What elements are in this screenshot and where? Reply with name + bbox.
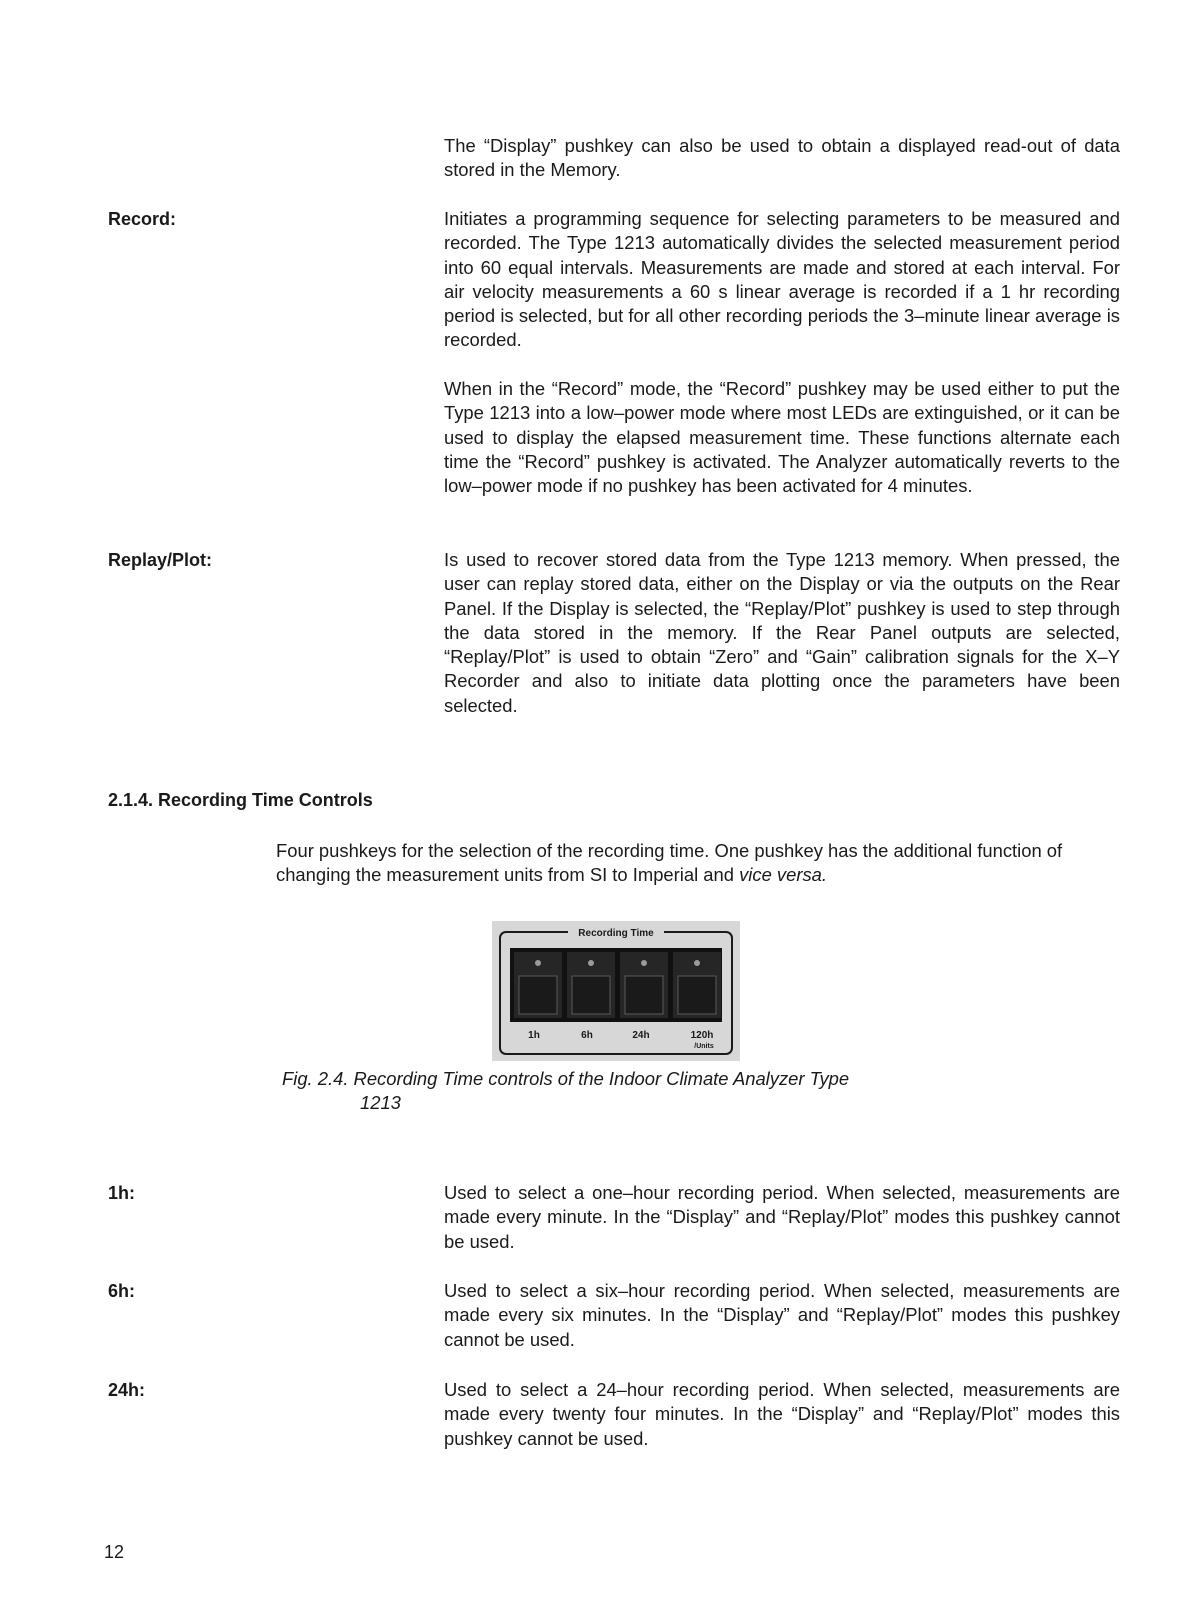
section-intro [276, 839, 1120, 888]
display-memory-paragraph: The “Display” pushkey can also be used to obtain a displayed read-out of data stored in the Memory. [444, 135, 1120, 181]
key-24h-button[interactable] [620, 952, 668, 1018]
replay-plot-paragraph: Is used to recover stored data from the Type 1213 memory. When pressed, the user can replay stored data, either on the Display or via the outputs on the Rear Panel. If the Display is selected, the “Replay/Plot” pushkey is used to step through the data stored in the memory. If the Rear Panel outputs are selected, “Replay/Plot” is used to obtain “Zero” and “Gain” calibration signals for the X–Y Recorder and also to initiate data plotting once the parameters have been selected. [444, 549, 1120, 716]
section-intro-italic: vice versa. [739, 864, 827, 886]
led-24h-indicator [641, 960, 647, 966]
record-label: Record: [108, 209, 177, 229]
key-6h-label: 6h: [108, 1281, 135, 1301]
figure-caption [282, 1067, 982, 1116]
key-label-6h: 6h [581, 1030, 593, 1041]
record-paragraph-2: When in the “Record” mode, the “Record” pushkey may be used either to put the Type 1213 into a low–power mode where most LEDs are extinguished, or it can be used to display the elapsed measurement time. These functions alternate each time the “Record” pushkey is activated. The Analyzer automatically reverts to the low–power mode if no pushkey has been activated for 4 minutes. [444, 378, 1120, 497]
panel-title: Recording Time [578, 928, 654, 939]
key-label-24h: 24h [632, 1030, 650, 1041]
key-6h-button[interactable] [567, 952, 615, 1018]
key-1h-button[interactable] [514, 952, 562, 1018]
key-6h-description: Used to select a six–hour recording period. When selected, measurements are made every six minutes. In the “Display” and “Replay/Plot” modes this pushkey cannot be used. [444, 1280, 1120, 1350]
page-number: 12 [104, 1542, 125, 1562]
figure-caption-line1: Fig. 2.4. Recording Time controls of the Indoor Climate Analyzer Type [282, 1068, 850, 1089]
key-24h-description: Used to select a 24–hour recording period. When selected, measurements are made every twenty four minutes. In the “Display” and “Replay/Plot” modes this pushkey cannot be used. [444, 1379, 1120, 1449]
key-120h-units-button[interactable] [673, 952, 721, 1018]
figure-caption-line2: 1213 [360, 1092, 401, 1114]
key-1h-description: Used to select a one–hour recording period. When selected, measurements are made every minute. In the “Display” and “Replay/Plot” modes this pushkey cannot be used. [444, 1182, 1120, 1252]
record-paragraph-1: Initiates a programming sequence for selecting parameters to be measured and recorded. The Type 1213 automatically divides the selected measurement period into 60 equal intervals. Measurements are made and stored at each interval. For air velocity measurements a 60 s linear average is recorded if a 1 hr recording period is selected, but for all other recording periods the 3–minute linear average is recorded. [444, 208, 1120, 351]
replay-plot-label: Replay/Plot: [108, 550, 213, 570]
key-1h-label: 1h: [108, 1183, 135, 1203]
key-label-1h: 1h [528, 1030, 540, 1041]
key-24h-label: 24h: [108, 1380, 146, 1400]
led-6h-indicator [588, 960, 594, 966]
led-120h-indicator [694, 960, 700, 966]
section-heading: 2.1.4. Recording Time Controls [108, 790, 373, 810]
section-intro-main: Four pushkeys for the selection of the recording time. One pushkey has the additional function of changing the measurement units from SI to Imperial and [276, 840, 1063, 886]
recording-time-panel-figure [492, 921, 740, 1061]
key-label-120h: 120h [690, 1030, 714, 1041]
key-label-units: /Units [694, 1043, 714, 1050]
led-1h-indicator [535, 960, 541, 966]
